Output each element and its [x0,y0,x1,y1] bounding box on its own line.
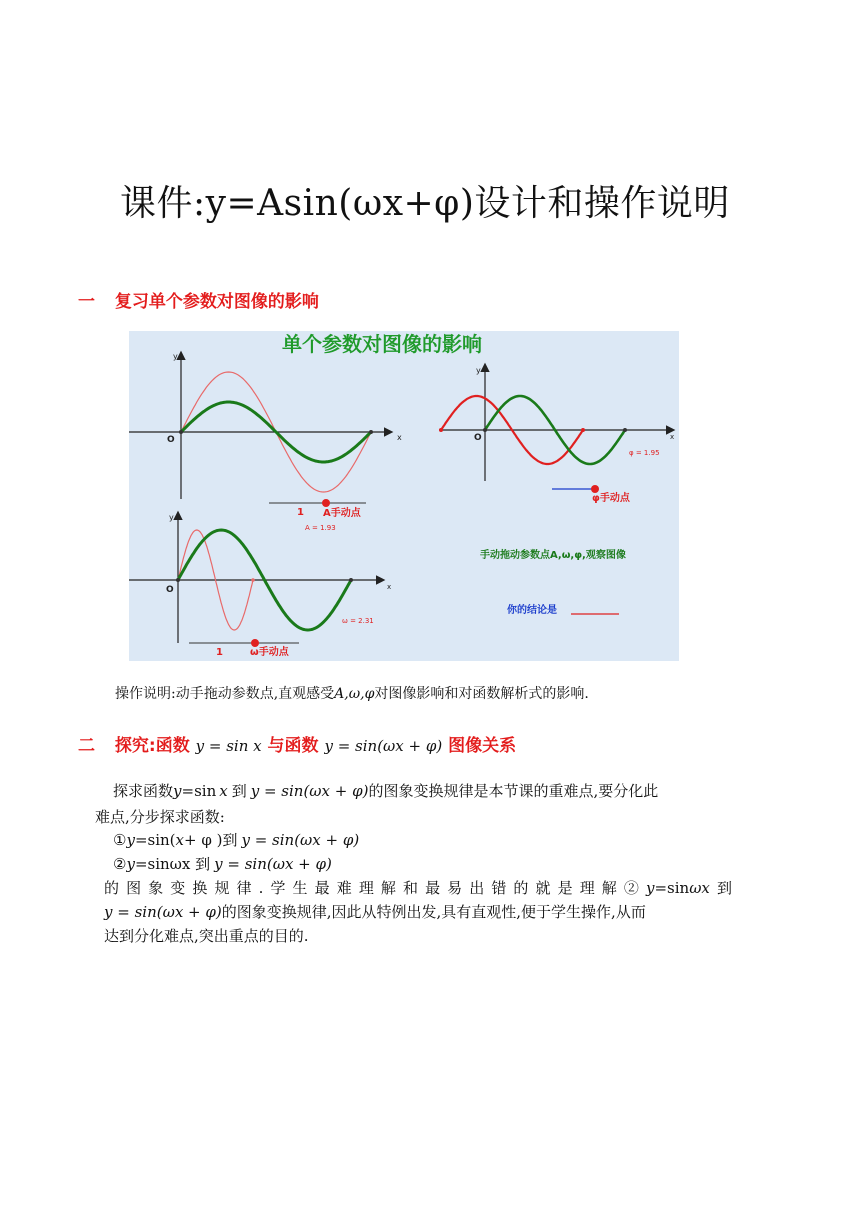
page-title: 课件:y=Asin(ωx+φ)设计和操作说明 [120,183,730,224]
panel1-slider-handle[interactable] [322,499,330,507]
panel-phase [439,365,674,504]
operation-note [115,683,589,703]
math: y = sin(ωx + φ) [104,903,222,921]
panel-amplitude [129,352,402,532]
section-2-heading [78,731,516,756]
panel1-x-label: x [397,433,402,442]
body-line-4 [113,853,332,874]
section-2-title-a: 探究:函数 [114,736,190,756]
math: x [175,831,184,849]
note-vars: A,ω,φ [334,686,375,702]
body-text: + φ )到 [183,831,238,849]
math: y [126,831,135,849]
section-2-math-b: y = sin(ωx + φ) [324,737,443,755]
body-line-3 [113,829,359,850]
body-line-1 [113,780,658,801]
body-text: 的图象变换规律,因此从特例出发,具有直观性,便于学生操作,从而 [221,903,646,921]
panel3-origin-dot [176,578,180,582]
panel2-value: φ = 1.95 [629,449,660,457]
panel1-origin-dot [179,430,183,434]
panel3-origin: O [166,585,174,595]
note-suffix: 对图像影响和对函数解析式的影响. [374,686,589,702]
body-text: 探求函数 [113,782,174,800]
body-text: =sin [654,879,690,897]
figure-instruction: 手动拖动参数点A,ω,φ,观察图像 [480,550,626,561]
panel2-x-label: x [670,433,675,441]
panel3-slider-start: 1 [216,647,223,658]
panel1-value: A = 1.93 [305,524,336,532]
body-text: =sin( [134,831,176,849]
body-text: =sinωx 到 [134,855,211,873]
panel1-origin: O [167,435,175,445]
section-2-number: 二 [78,736,95,756]
section-2-title-b: 与函数 [267,736,319,756]
section-1-number: 一 [78,292,95,312]
panel3-slider-handle[interactable] [251,639,259,647]
math: y [645,879,655,897]
math: y = sin(ωx + φ) [241,831,360,849]
math: y [173,782,182,800]
panel3-slider-label: ω手动点 [250,647,289,658]
body-text: 的图象变换规律是本节课的重难点,要分化此 [368,782,659,800]
figure-title: 单个参数对图像的影响 [282,332,482,356]
parameter-figure [129,331,679,661]
body-text: =sin [181,782,217,800]
panel2-end-dot [581,428,585,432]
section-1-title: 复习单个参数对图像的影响 [114,292,319,312]
math: y [126,855,135,873]
math: ωx [689,879,710,897]
figure-conclusion: 你的结论是 [507,605,557,616]
panel2-green-end-dot [623,428,627,432]
math: y = sin(ωx + φ) [250,782,369,800]
math: x [219,782,228,800]
panel-frequency [129,513,391,658]
body-line-2: 难点,分步探求函数: [95,808,225,826]
panel2-origin-dot [483,428,487,432]
figure-canvas [129,331,679,661]
panel3-x-label: x [387,583,392,591]
panel3-pink-end-dot [251,578,255,582]
panel2-y-label: y [476,366,481,375]
math: y = sin(ωx + φ) [214,855,332,873]
panel2-slider-handle[interactable] [591,485,599,493]
body-line-7: 达到分化难点,突出重点的目的. [104,927,309,945]
panel1-slider-label: A手动点 [323,508,361,519]
panel2-start-dot [439,428,443,432]
circled-number: ② [113,855,127,873]
section-2-math-a: y = sin x [195,737,262,755]
panel2-slider-label: φ手动点 [592,493,630,504]
panel1-slider-start: 1 [297,507,304,518]
panel2-origin: O [474,433,482,443]
panel1-y-label: y [173,352,178,361]
body-line-5 [104,877,732,898]
body-text: 到 [709,879,732,897]
panel1-end-dot [369,430,373,434]
panel3-end-dot [349,578,353,582]
panel3-value: ω = 2.31 [342,617,374,625]
circled-number: ① [113,831,127,849]
body-text: 到 [231,782,247,800]
panel3-y-label: y [169,513,174,522]
section-2-title-c: 图像关系 [448,736,517,756]
body-line-6 [104,901,646,922]
section-1-heading [78,287,319,312]
body-text: 的图象变换规律.学生最难理解和最易出错的就是理解② [104,879,646,897]
note-prefix: 操作说明:动手拖动参数点,直观感受 [115,686,335,702]
